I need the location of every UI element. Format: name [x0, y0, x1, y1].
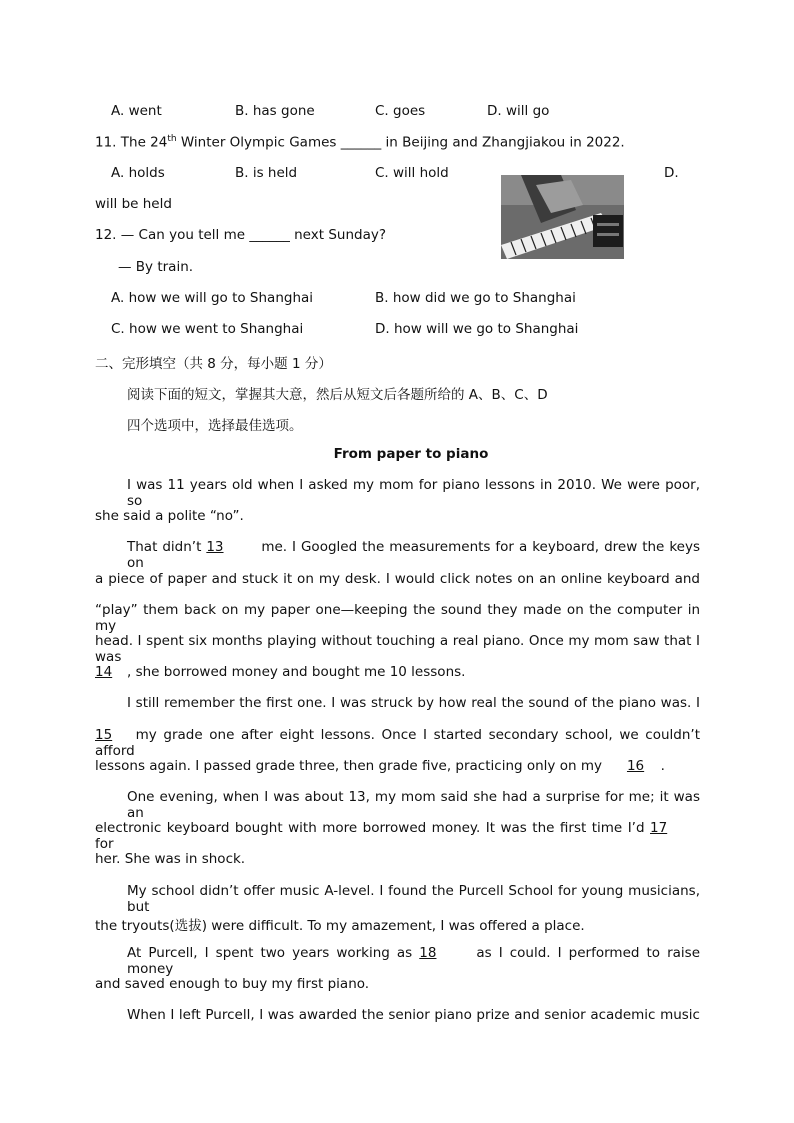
- blank-14: 14: [95, 664, 113, 680]
- passage-text: That didn’t: [127, 539, 202, 555]
- blank-13: 13: [206, 539, 224, 555]
- q11-stem-after: Winter Olympic Games ______ in Beijing and Zhangjiakou in 2022.: [176, 134, 625, 151]
- passage-text: At Purcell, I spent two years working as: [127, 945, 413, 961]
- passage-line: and saved enough to buy my first piano.: [95, 976, 370, 992]
- q10-option-d: D. will go: [487, 103, 550, 119]
- passage-text: lessons again. I passed grade three, then grade five, practicing only on my: [95, 758, 602, 774]
- passage-text: me. I Googled the measurements for a keyboard, drew the keys on: [127, 539, 700, 571]
- blank-18: 18: [419, 945, 437, 961]
- q11-stem-before: 11. The 24: [95, 134, 168, 151]
- q12-option-b: B. how did we go to Shanghai: [375, 290, 576, 306]
- q12-reply: — By train.: [118, 259, 194, 275]
- passage-title: From paper to piano: [333, 446, 489, 462]
- piano-keyboard-photo: [501, 175, 624, 259]
- passage-line: My school didn’t offer music A-level. I found the Purcell School for young musicians, but: [127, 883, 700, 915]
- piano-keyboard-illustration: [501, 175, 624, 259]
- q11-option-d-letter: D.: [664, 165, 679, 181]
- section-heading: 二、完形填空（共 8 分，每小题 1 分）: [95, 356, 332, 372]
- section-instruction-line1: 阅读下面的短文，掌握其大意，然后从短文后各题所给的 A、B、C、D: [127, 387, 548, 403]
- q10-option-b: B. has gone: [235, 103, 315, 119]
- q11-option-b: B. is held: [235, 165, 298, 181]
- blank-17: 17: [650, 820, 668, 836]
- passage-line: [95, 758, 700, 774]
- passage-line: I was 11 years old when I asked my mom for piano lessons in 2010. We were poor, so: [127, 477, 700, 509]
- passage-line: her. She was in shock.: [95, 851, 246, 867]
- q10-option-a: A. went: [111, 103, 162, 119]
- q11-stem-sup: th: [167, 134, 177, 144]
- passage-text: .: [660, 758, 665, 774]
- passage-text: as I could. I performed to raise money: [127, 945, 701, 977]
- passage-text: electronic keyboard bought with more borrowed money. It was the first time I’d: [95, 820, 645, 836]
- q12-stem: 12. — Can you tell me ______ next Sunday?: [95, 227, 387, 243]
- q12-option-d: D. how will we go to Shanghai: [375, 321, 579, 337]
- passage-line: I still remember the first one. I was struck by how real the sound of the piano was. I: [127, 695, 700, 711]
- q11-option-c: C. will hold: [375, 165, 449, 181]
- q10-option-c: C. goes: [375, 103, 426, 119]
- passage-text: my grade one after eight lessons. Once I started secondary school, we couldn’t afford: [95, 727, 700, 759]
- q11-option-a: A. holds: [111, 165, 165, 181]
- q11-stem: [95, 134, 625, 151]
- q12-option-c: C. how we went to Shanghai: [111, 321, 304, 337]
- q12-option-a: A. how we will go to Shanghai: [111, 290, 314, 306]
- blank-15: 15: [95, 727, 113, 743]
- passage-line: When I left Purcell, I was awarded the senior piano prize and senior academic music: [127, 1007, 700, 1023]
- section-instruction-line2: 四个选项中，选择最佳选项。: [127, 418, 303, 434]
- passage-line: a piece of paper and stuck it on my desk. I would click notes on an online keyboard and: [95, 571, 700, 587]
- passage-line: [95, 820, 700, 852]
- passage-line: [95, 727, 700, 759]
- passage-line: [95, 664, 700, 680]
- blank-16: 16: [626, 758, 645, 774]
- passage-text: for: [95, 836, 114, 852]
- q11-option-d-text: will be held: [95, 196, 172, 212]
- passage-line: [127, 539, 700, 571]
- passage-line: she said a polite “no”.: [95, 508, 244, 524]
- passage-line: head. I spent six months playing without touching a real piano. Once my mom saw that I was: [95, 633, 700, 665]
- passage-line: “play” them back on my paper one—keeping the sound they made on the computer in my: [95, 602, 700, 634]
- passage-line: [127, 945, 700, 977]
- passage-line: One evening, when I was about 13, my mom said she had a surprise for me; it was an: [127, 789, 700, 821]
- passage-line: the tryouts(选拔) were difficult. To my amazement, I was offered a place.: [95, 918, 585, 934]
- passage-text: , she borrowed money and bought me 10 lessons.: [127, 664, 466, 680]
